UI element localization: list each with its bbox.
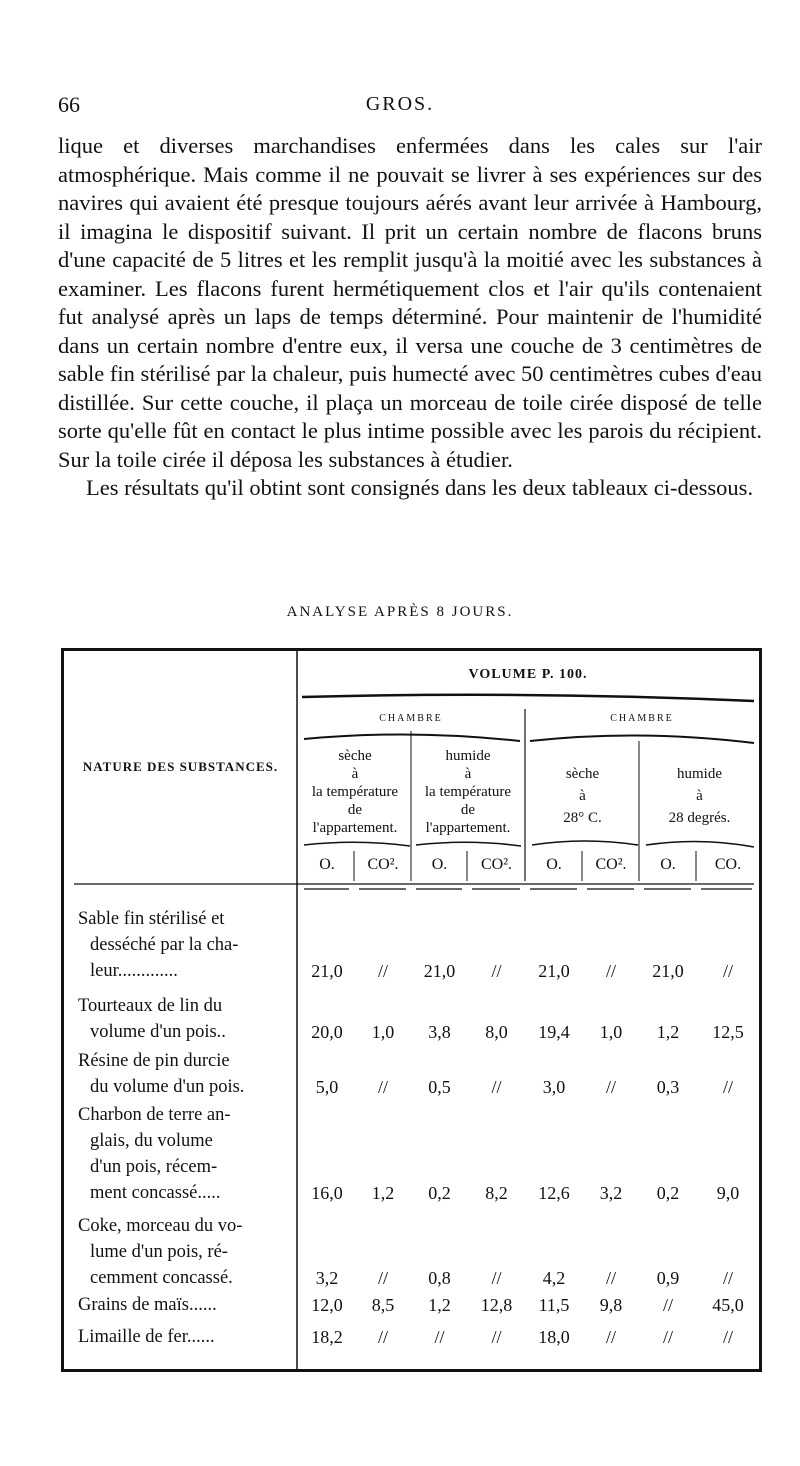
table-cell: 4,2: [542, 1268, 566, 1288]
table-cell: //: [605, 1327, 616, 1347]
substance-name-line: Sable fin stérilisé et: [78, 909, 225, 929]
table-cell: 0,9: [656, 1268, 680, 1288]
table-cell: 9,0: [716, 1183, 740, 1203]
table-cell: 12,5: [712, 1022, 744, 1042]
table-cell: 9,8: [599, 1295, 623, 1315]
substance-name: [78, 1102, 300, 1206]
column-header: CO².: [367, 856, 399, 873]
condition-line: sèche: [338, 748, 372, 764]
substance-name: [78, 1213, 300, 1291]
substance-name: [78, 1324, 300, 1350]
table-cell: //: [662, 1295, 673, 1315]
condition-line: à: [464, 766, 472, 782]
paragraph-2: Les résultats qu'il obtint sont consignés dans les deux tableaux ci-dessous.: [86, 475, 754, 500]
column-header: CO.: [714, 856, 742, 873]
table-cell: 18,0: [538, 1327, 570, 1347]
table-cell: //: [605, 961, 616, 981]
condition-line: à: [579, 788, 586, 804]
table-cell: 12,8: [480, 1295, 513, 1315]
condition-line: à: [351, 766, 359, 782]
table-cell: 16,0: [311, 1183, 343, 1203]
column-header: O.: [431, 856, 448, 873]
running-head: GROS.: [365, 93, 435, 115]
substance-name-line: cemment concassé.: [90, 1268, 233, 1288]
table-cell: //: [605, 1268, 616, 1288]
paragraph-1: lique et diverses marchandises enfermées dans les cales sur l'air atmosphérique. Mais comme il ne pouvait se livrer à ses expériences sur des navires qui avaient été presque toujours aérés avant leur arrivée à Hambourg, il imagina le dispositif suivant. Il prit un certain nombre de flacons bruns d'une capacité de 5 litres et les remplit jusqu'à la moitié avec les substances à examiner. Les flacons furent hermétiquement clos et l'air qu'ils contenaient fut analysé après un laps de temps déterminé. Pour maintenir de l'humidité dans un certain nombre d'entre eux, il versa une couche de 3 centimètres de sable fin stérilisé par la chaleur, puis humecté avec 50 centimètres cubes d'eau distillée. Sur cette couche, il plaça un morceau de toile cirée disposé de telle sorte qu'elle fût en contact le plus intime possible avec les parois du récipient. Sur la toile cirée il déposa les substances à étudier.: [58, 133, 762, 472]
column-header: O.: [660, 856, 676, 873]
table-cell: 1,2: [656, 1022, 680, 1042]
table-cell: 0,5: [428, 1077, 451, 1097]
substance-name-line: Limaille de fer......: [78, 1327, 215, 1347]
substance-name-line: lume d'un pois, ré-: [90, 1242, 228, 1262]
condition-col-4: [640, 763, 759, 829]
substance-name: [78, 993, 300, 1045]
condition-line: 28 degrés.: [668, 810, 731, 826]
substance-name: [78, 906, 300, 984]
table-cell: 8,5: [371, 1295, 395, 1315]
table-cell: 1,2: [371, 1183, 395, 1203]
table-cell: //: [662, 1327, 673, 1347]
table-cell: 8,0: [485, 1022, 508, 1042]
condition-col-2: [412, 747, 524, 837]
substance-name-line: glais, du volume: [90, 1131, 213, 1151]
table-cell: 0,3: [656, 1077, 680, 1097]
column-header: O.: [546, 856, 562, 873]
substance-name: [78, 1292, 300, 1318]
condition-col-3: [526, 763, 639, 829]
table-cell: 12,6: [538, 1183, 570, 1203]
condition-line: la température: [424, 784, 512, 800]
table-cell: 18,2: [311, 1327, 343, 1347]
table-cell: 21,0: [652, 961, 684, 981]
table-cell: //: [722, 1077, 733, 1097]
table-cell: 3,2: [315, 1268, 339, 1288]
table-cell: //: [377, 1268, 388, 1288]
volume-header: VOLUME P. 100.: [468, 667, 588, 682]
condition-line: sèche: [565, 766, 600, 782]
table-cell: 19,4: [538, 1022, 570, 1042]
table-cell: 3,0: [542, 1077, 566, 1097]
condition-line: à: [696, 788, 703, 804]
condition-line: humide: [445, 748, 491, 764]
column-header: O.: [319, 856, 335, 873]
table-cell: 0,2: [428, 1183, 451, 1203]
condition-line: la température: [311, 784, 399, 800]
table-cell: 21,0: [311, 961, 343, 981]
condition-line: l'appartement.: [425, 820, 511, 836]
table-cell: 1,2: [428, 1295, 451, 1315]
table-cell: 8,2: [485, 1183, 508, 1203]
table-cell: //: [605, 1077, 616, 1097]
chambre-right-header: CHAMBRE: [610, 713, 674, 724]
substance-name: [78, 1048, 300, 1100]
substance-name-line: Grains de maïs......: [78, 1295, 217, 1315]
table-cell: 20,0: [311, 1022, 343, 1042]
table-cell: //: [377, 1327, 388, 1347]
body-text: [58, 132, 762, 503]
substance-name-line: du volume d'un pois.: [90, 1077, 245, 1097]
condition-line: 28° C.: [563, 810, 602, 826]
table-title: ANALYSE APRÈS 8 JOURS.: [286, 604, 514, 620]
table-cell: 0,8: [428, 1268, 451, 1288]
table-cell: //: [377, 961, 388, 981]
table-cell: 21,0: [423, 961, 456, 981]
substance-name-line: Tourteaux de lin du: [78, 996, 223, 1016]
table-cell: 12,0: [311, 1295, 343, 1315]
substance-name-line: Charbon de terre an-: [78, 1105, 231, 1125]
page-number: 66: [58, 92, 80, 117]
condition-line: de: [460, 802, 476, 818]
substance-name-line: Résine de pin durcie: [78, 1051, 230, 1071]
substance-name-line: desséché par la cha-: [90, 935, 239, 955]
substance-name-line: volume d'un pois..: [90, 1022, 226, 1042]
table-cell: //: [722, 1327, 733, 1347]
substance-name-line: ment concassé.....: [90, 1183, 221, 1203]
table-cell: //: [434, 1327, 445, 1347]
table-cell: //: [491, 961, 502, 981]
column-header: CO².: [595, 856, 627, 873]
table-cell: //: [722, 1268, 733, 1288]
table-cell: 1,0: [599, 1022, 623, 1042]
table-cell: //: [491, 1327, 502, 1347]
table-cell: 0,2: [656, 1183, 680, 1203]
condition-line: humide: [677, 766, 722, 782]
table-cell: 21,0: [538, 961, 570, 981]
substance-name-line: Coke, morceau du vo-: [78, 1216, 243, 1236]
table-cell: //: [491, 1077, 502, 1097]
table-cell: //: [491, 1268, 502, 1288]
table-cell: 1,0: [371, 1022, 395, 1042]
row-header: NATURE DES SUBSTANCES.: [82, 759, 279, 774]
substance-name-line: leur.............: [90, 961, 178, 981]
table-cell: //: [377, 1077, 388, 1097]
condition-col-1: [299, 747, 411, 837]
condition-line: de: [347, 802, 363, 818]
substance-name-line: d'un pois, récem-: [90, 1157, 218, 1177]
column-header: CO².: [480, 856, 513, 873]
table-cell: 11,5: [538, 1295, 570, 1315]
table-cell: 3,2: [599, 1183, 623, 1203]
table-cell: 3,8: [428, 1022, 451, 1042]
chambre-left-header: CHAMBRE: [379, 713, 443, 724]
analysis-table: [61, 648, 762, 1372]
table-cell: //: [722, 961, 733, 981]
table-cell: 5,0: [315, 1077, 339, 1097]
condition-line: l'appartement.: [312, 820, 398, 836]
table-cell: 45,0: [712, 1295, 744, 1315]
